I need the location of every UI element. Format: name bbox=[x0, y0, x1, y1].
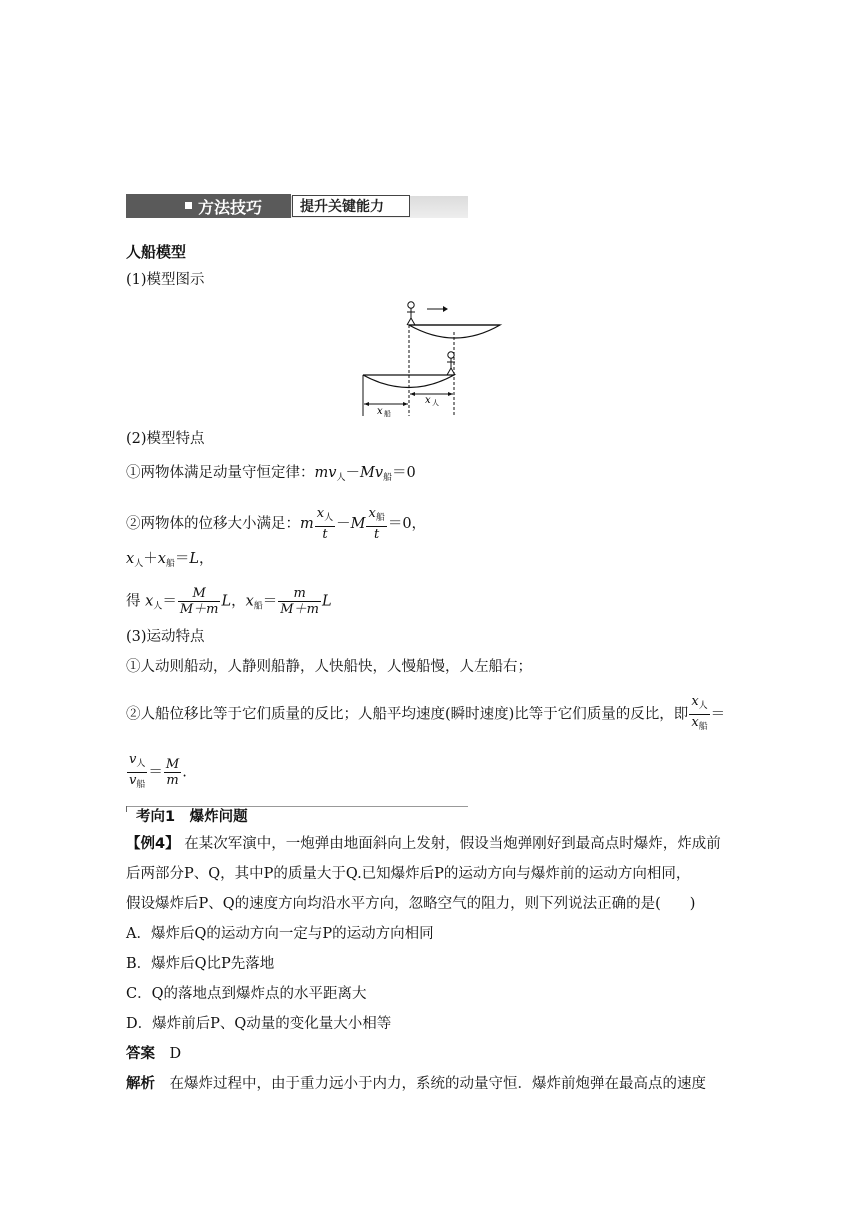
p4-L1: L bbox=[221, 593, 232, 610]
subsection-2: (2)模型特点 bbox=[126, 431, 205, 447]
answer-value: D bbox=[169, 1046, 182, 1062]
analysis-label: 解析 bbox=[126, 1076, 155, 1092]
p6-eq: ＝ bbox=[710, 706, 726, 723]
x-ren-sub: 人 bbox=[432, 399, 439, 407]
x-chuan-label: x bbox=[377, 406, 383, 417]
analysis-text: 在爆炸过程中，由于重力远小于内力，系统的动量守恒．爆炸前炮弹在最高点的速度 bbox=[169, 1076, 706, 1092]
p1-m: m bbox=[314, 465, 329, 481]
p4-frac-2-num: m bbox=[278, 586, 321, 602]
p7-frac-m bbox=[164, 757, 181, 788]
p1-text: ①两物体满足动量守恒定律： bbox=[126, 465, 315, 481]
option-c: C．Q的落地点到爆炸点的水平距离大 bbox=[126, 986, 367, 1002]
p7-sub-chuan: 船 bbox=[136, 780, 146, 790]
p3-sub-ren: 人 bbox=[134, 559, 144, 569]
p1-eq: ＝0 bbox=[392, 465, 416, 481]
p6-frac-x-ren: x bbox=[691, 694, 699, 709]
p3-x-chuan: x bbox=[157, 551, 166, 567]
p7-end: . bbox=[182, 764, 187, 781]
p2-minus: － bbox=[336, 516, 351, 532]
example-text-1: 在某次军演中，一炮弹由地面斜向上发射，假设当炮弹刚好到最高点时爆炸，炸成前 bbox=[184, 836, 721, 852]
section-heading: 人船模型 bbox=[126, 243, 187, 261]
p2-eq: ＝0， bbox=[387, 516, 427, 532]
p6-frac-x-chuan: x bbox=[691, 715, 699, 730]
square-bullet-icon bbox=[185, 202, 192, 209]
p4-sep: ， bbox=[231, 593, 246, 610]
p1-sub-ren: 人 bbox=[336, 473, 346, 483]
motion-feature-1: ①人动则船动，人静则船静，人快船快，人慢船慢，人左船右； bbox=[126, 659, 532, 675]
result-line bbox=[126, 586, 332, 617]
p4-de: 得 bbox=[126, 593, 141, 610]
x-ren-label: x bbox=[425, 395, 431, 406]
p4-x-ren: x bbox=[145, 593, 154, 610]
motion-feature-2 bbox=[126, 694, 725, 735]
method-banner bbox=[126, 190, 468, 226]
p2-m: m bbox=[300, 516, 314, 532]
example-line-2: 后两部分P、Q，其中P的质量大于Q.已知爆炸后P的运动方向与爆炸前的运动方向相同， bbox=[126, 866, 691, 882]
x-chuan-sub: 船 bbox=[384, 410, 391, 418]
p1-minus: － bbox=[345, 465, 360, 481]
p3-sub-chuan: 船 bbox=[165, 559, 175, 569]
p4-sub-chuan: 船 bbox=[253, 601, 263, 612]
p2-frac-chuan-sub: 船 bbox=[375, 513, 385, 523]
p4-frac-2-den: M＋m bbox=[280, 602, 319, 617]
sum-line bbox=[126, 549, 214, 574]
option-b: B．爆炸后Q比P先落地 bbox=[126, 956, 275, 972]
option-d: D．爆炸前后P、Q动量的变化量大小相等 bbox=[126, 1016, 392, 1032]
p4-eq2: ＝ bbox=[262, 593, 278, 610]
p1-v-ren: v bbox=[328, 465, 337, 481]
p7-v-chuan: v bbox=[129, 773, 137, 788]
p7-m: m bbox=[166, 773, 179, 788]
p7-sub-ren: 人 bbox=[136, 759, 146, 769]
p2-frac-chuan-t: t bbox=[374, 527, 380, 542]
p6-frac-sub-ren: 人 bbox=[698, 701, 708, 711]
answer-line bbox=[126, 1044, 181, 1064]
p4-sub-ren: 人 bbox=[153, 601, 163, 612]
p4-L2: L bbox=[321, 593, 332, 610]
p1-v-chuan: v bbox=[374, 465, 384, 481]
example-label: 【例4】 bbox=[126, 836, 180, 852]
p3-x-ren: x bbox=[126, 551, 135, 567]
p4-x-chuan: x bbox=[245, 593, 254, 610]
answer-label: 答案 bbox=[126, 1046, 155, 1062]
p3-L: L bbox=[189, 551, 200, 567]
p2-frac-ren-sub: 人 bbox=[324, 513, 334, 523]
p1-M: M bbox=[359, 465, 375, 481]
p4-frac-1 bbox=[178, 586, 221, 617]
option-a: A．爆炸后Q的运动方向一定与P的运动方向相同 bbox=[126, 926, 434, 942]
p7-M: M bbox=[165, 757, 180, 772]
p3-eq: ＝ bbox=[174, 551, 190, 567]
p7-v-ren: v bbox=[129, 752, 137, 767]
banner-title: 方法技巧 bbox=[198, 198, 263, 217]
p2-frac-ren-t: t bbox=[322, 527, 328, 542]
p4-eq1: ＝ bbox=[162, 593, 177, 610]
section-title: 考向1 爆炸问题 bbox=[136, 809, 248, 825]
momentum-conservation-line bbox=[126, 463, 416, 488]
displacement-line bbox=[126, 506, 426, 542]
p2-M: M bbox=[350, 516, 366, 532]
p7-frac-v bbox=[127, 752, 147, 793]
boat-model-diagram bbox=[355, 296, 515, 420]
p4-frac-2 bbox=[278, 586, 321, 617]
p6-text: ②人船位移比等于它们质量的反比；人船平均速度(瞬时速度)比等于它们质量的反比，即 bbox=[126, 706, 689, 723]
p1-sub-chuan: 船 bbox=[383, 473, 393, 483]
p7-eq: ＝ bbox=[148, 764, 163, 781]
p3-end: ， bbox=[199, 551, 214, 567]
p6-frac-sub-chuan: 船 bbox=[698, 722, 708, 732]
p2-frac-chuan bbox=[366, 506, 386, 542]
p2-frac-ren bbox=[315, 506, 335, 542]
p2-text: ②两物体的位移大小满足： bbox=[126, 516, 300, 532]
example-line-3: 假设爆炸后P、Q的速度方向均沿水平方向，忽略空气的阻力，则下列说法正确的是( ) bbox=[126, 896, 696, 912]
p6-frac bbox=[689, 694, 709, 735]
subsection-3: (3)运动特点 bbox=[126, 629, 205, 645]
velocity-ratio-line bbox=[126, 752, 187, 793]
p3-plus: ＋ bbox=[143, 551, 158, 567]
subsection-1: (1)模型图示 bbox=[126, 272, 205, 288]
p2-frac-chuan-x: x bbox=[368, 506, 376, 521]
banner-subtitle: 提升关键能力 bbox=[300, 199, 384, 215]
example-line-1 bbox=[126, 834, 721, 854]
analysis-line bbox=[126, 1074, 706, 1094]
p4-frac-1-num: M bbox=[178, 586, 221, 602]
section-header bbox=[126, 804, 468, 824]
section-tick bbox=[126, 806, 127, 812]
p2-frac-ren-x: x bbox=[316, 506, 325, 521]
p4-frac-1-den: M＋m bbox=[179, 602, 219, 617]
